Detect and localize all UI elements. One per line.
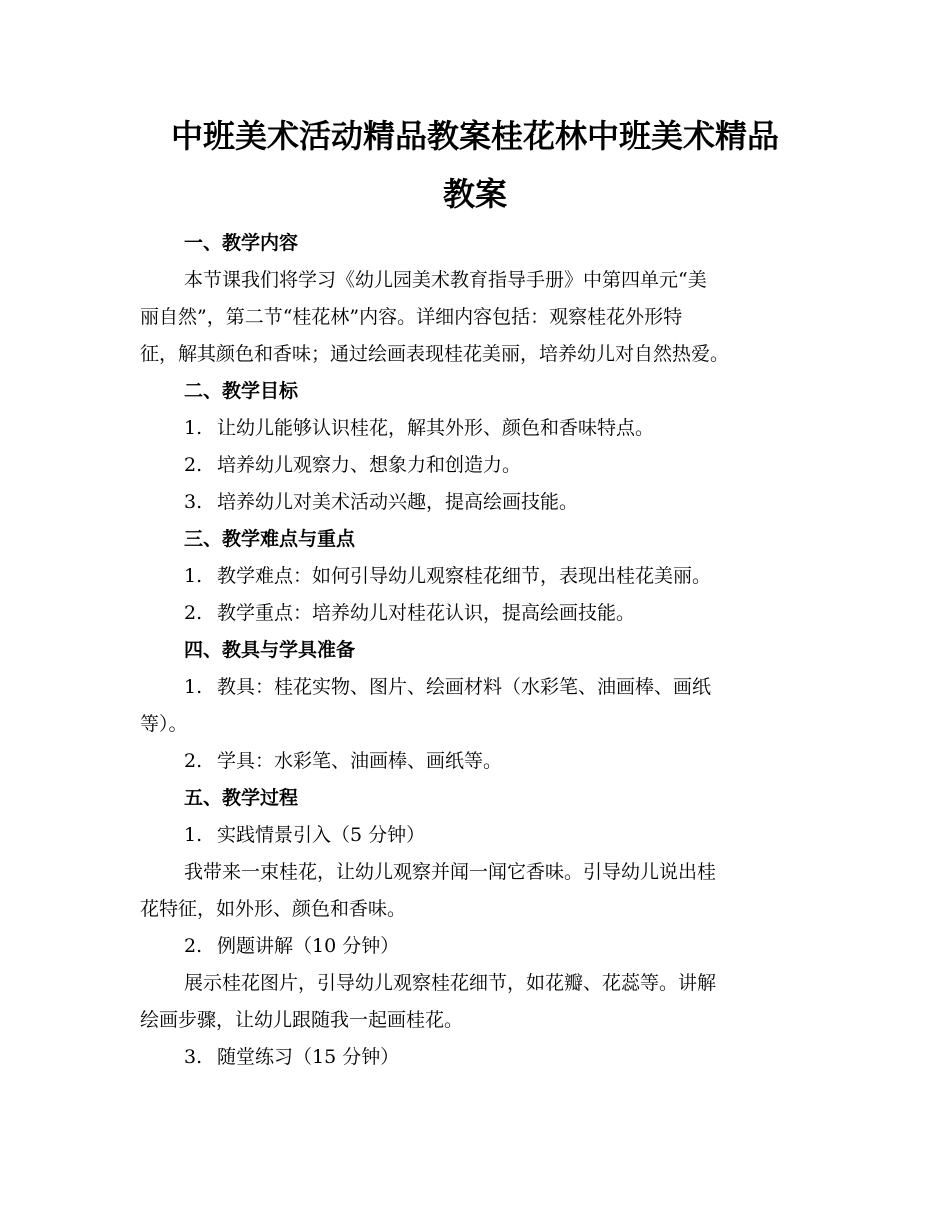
list-item-text: 教具：桂花实物、图片、绘画材料（水彩笔、油画棒、画纸 [217, 676, 712, 698]
list-item-text: 教学重点：培养幼儿对桂花认识，提高绘画技能。 [217, 602, 636, 624]
section-heading-teaching-process: 五、教学过程 [184, 787, 299, 809]
step-title-text: 例题讲解（10 分钟） [217, 935, 400, 957]
list-item [184, 488, 859, 516]
paragraph-line: 等）。 [140, 713, 188, 735]
paragraph-line: 展示桂花图片，引导幼儿观察桂花细节，如花瓣、花蕊等。讲解 [184, 972, 717, 994]
step-title-text: 实践情景引入（5 分钟） [217, 824, 426, 846]
paragraph-line: 花特征，如外形、颜色和香味。 [140, 898, 407, 920]
paragraph-line: 征，解其颜色和香味；通过绘画表现桂花美丽，培养幼儿对自然热爱。 [140, 343, 730, 365]
document-title-line-2: 教案 [442, 175, 507, 213]
paragraph-line: 丽自然”，第二节“桂花林”内容。详细内容包括：观察桂花外形特 [140, 306, 683, 328]
list-item [184, 599, 859, 627]
list-item-number: 1. [184, 676, 203, 698]
list-item-number: 1. [184, 417, 203, 439]
document-title-line-1: 中班美术活动精品教案桂花林中班美术精品 [170, 117, 779, 155]
list-item-number: 1. [184, 824, 203, 846]
step-title [184, 821, 859, 849]
list-item-text: 学具：水彩笔、油画棒、画纸等。 [217, 750, 503, 772]
list-item-number: 2. [184, 935, 203, 957]
list-item-number: 1. [184, 565, 203, 587]
paragraph-line: 我带来一束桂花，让幼儿观察并闻一闻它香味。引导幼儿说出桂 [184, 861, 717, 883]
list-item-text: 培养幼儿对美术活动兴趣，提高绘画技能。 [217, 491, 579, 513]
list-item-number: 3. [184, 1046, 203, 1068]
section-heading-teaching-goals: 二、教学目标 [184, 380, 299, 402]
list-item-text: 让幼儿能够认识桂花，解其外形、颜色和香味特点。 [217, 417, 655, 439]
step-title [184, 932, 859, 960]
section-heading-difficulties: 三、教学难点与重点 [184, 528, 356, 550]
list-item-number: 2. [184, 750, 203, 772]
list-item-text: 培养幼儿观察力、想象力和创造力。 [217, 454, 522, 476]
list-item-number: 3. [184, 491, 203, 513]
list-item [184, 414, 859, 442]
list-item-number: 2. [184, 602, 203, 624]
step-title [184, 1043, 859, 1071]
list-item [184, 673, 859, 701]
section-heading-teaching-content: 一、教学内容 [184, 232, 299, 254]
list-item [184, 451, 859, 479]
list-item [184, 562, 859, 590]
list-item [184, 747, 859, 775]
paragraph-line: 本节课我们将学习《幼儿园美术教育指导手册》中第四单元“美 [184, 269, 707, 291]
section-heading-materials: 四、教具与学具准备 [184, 639, 356, 661]
step-title-text: 随堂练习（15 分钟） [217, 1046, 400, 1068]
list-item-text: 教学难点：如何引导幼儿观察桂花细节，表现出桂花美丽。 [217, 565, 712, 587]
paragraph-line: 绘画步骤，让幼儿跟随我一起画桂花。 [140, 1009, 464, 1031]
list-item-number: 2. [184, 454, 203, 476]
